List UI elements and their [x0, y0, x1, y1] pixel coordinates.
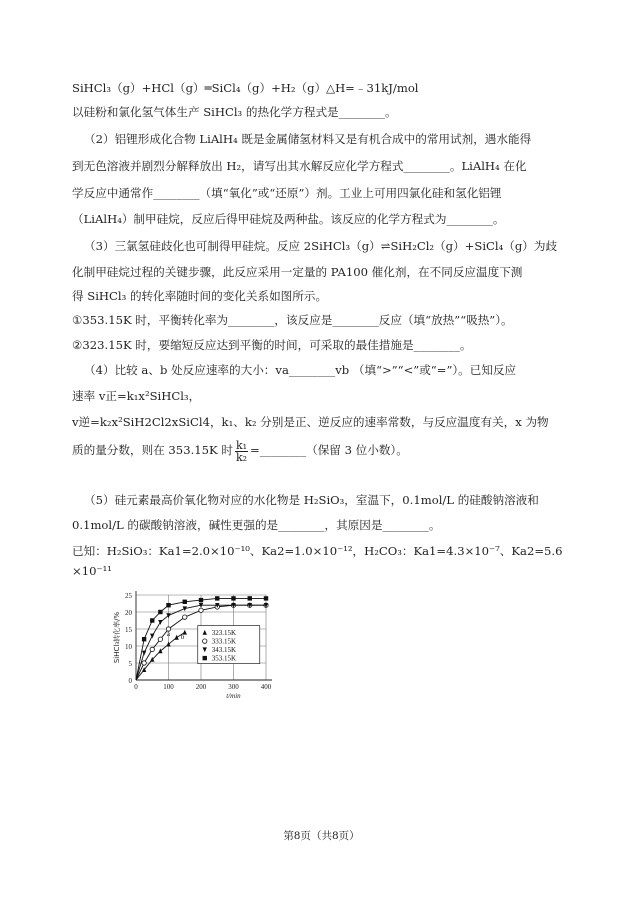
legend-marker-333.15K: [203, 639, 207, 643]
y-tick-label: 5: [128, 660, 132, 668]
x-tick-label: 300: [228, 683, 239, 691]
data-point-353.15K: [231, 596, 235, 600]
text-line-3: （2）铝锂形成化合物 LiAlH₄ 既是金属储氢材料又是有机合成中的常用试剂，遇水能得: [84, 132, 532, 146]
x-axis-label: t/min: [226, 692, 241, 700]
data-point-353.15K: [264, 596, 268, 600]
text-line-6: （LiAlH₄）制甲硅烷，反应后得甲硅烷及两种盐。该反应的化学方程式为________。: [72, 212, 505, 226]
text-line-17: 0.1mol/L 的碳酸钠溶液，碱性更强的是________，其原因是________。: [72, 518, 441, 532]
y-tick-label: 20: [125, 609, 132, 617]
text-line-18: 已知：H₂SiO₃：Ka1=2.0×10⁻¹⁰、Ka2=1.0×10⁻¹²，H₂CO₃：Ka1=4.3×10⁻⁷、Ka2=5.6: [72, 544, 563, 558]
y-tick-label: 0: [128, 677, 132, 685]
text-line-11: ②323.15K 时，要缩短反应达到平衡的时间，可采取的最佳措施是________。: [72, 338, 472, 352]
legend-label-323.15K: 323.15K: [211, 629, 237, 638]
x-tick-label: 400: [260, 683, 272, 691]
fraction-denominator: k₂: [235, 450, 248, 464]
y-tick-label: 10: [125, 643, 132, 651]
data-point-333.15K: [183, 615, 187, 619]
conversion-rate-chart: [108, 590, 278, 705]
text-line-1: SiHCl₃（g）+HCl（g）═SiCl₄（g）+H₂（g）△H=﹣31kJ/mol: [72, 81, 419, 95]
text-line-19: ×10⁻¹¹: [72, 564, 112, 578]
y-tick-label: 15: [125, 626, 132, 634]
text-line-15-end: =________（保留 3 位小数）。: [250, 443, 408, 457]
text-line-2: 以硅粉和氯化氢气体生产 SiHCl₃ 的热化学方程式是________。: [72, 105, 397, 119]
page-footer: 第8页（共8页）: [283, 830, 360, 842]
fraction-numerator: k₁: [235, 438, 248, 452]
text-line-13: 速率 v正=k₁x²SiHCl₃，: [72, 389, 201, 403]
data-point-353.15K: [166, 603, 170, 607]
text-line-7: （3）三氯氢硅歧化也可制得甲硅烷。反应 2SiHCl₃（g）⇌SiH₂Cl₂（g）+SiCl₄（g）为歧: [84, 239, 558, 253]
data-point-343.15K: [150, 634, 154, 639]
data-point-323.15K: [174, 635, 178, 640]
text-line-8: 化制甲硅烷过程的关键步骤，此反应采用一定量的 PA100 催化剂，在不同反应温度下测: [72, 265, 523, 279]
data-point-343.15K: [142, 651, 146, 656]
data-point-353.15K: [215, 596, 219, 600]
data-point-333.15K: [142, 661, 146, 665]
data-point-333.15K: [158, 637, 162, 641]
legend-label-343.15K: 343.15K: [211, 646, 237, 655]
data-point-333.15K: [199, 608, 203, 612]
annotation-a: a: [166, 629, 170, 638]
text-line-4: 到无色溶液并剧烈分解释放出 H₂，请写出其水解反应化学方程式________。LiAlH₄ 在化: [72, 159, 527, 173]
data-point-323.15K: [166, 642, 170, 647]
text-line-10: ①353.15K 时，平衡转化率为________，该反应是________反应（填“放热”“吸热”）。: [72, 313, 513, 327]
text-line-16: （5）硅元素最高价氧化物对应的水化物是 H₂SiO₃，室温下，0.1mol/L 的硅酸钠溶液和: [84, 493, 539, 507]
data-point-353.15K: [150, 618, 154, 622]
x-tick-label: 100: [163, 683, 174, 691]
text-line-15-start: 质的量分数，则在 353.15K 时: [72, 443, 233, 457]
data-point-353.15K: [183, 600, 187, 604]
data-point-353.15K: [199, 598, 203, 602]
y-tick-label: 25: [125, 592, 132, 600]
text-line-14: v逆=k₂x²SiH2Cl2xSiCl4，k₁、k₂ 分别是正、逆反应的速率常数，与反应温度有关，x 为物: [72, 415, 549, 429]
data-point-323.15K: [158, 648, 162, 653]
data-point-353.15K: [142, 637, 146, 641]
text-line-15: [72, 438, 408, 463]
y-axis-label: SiHCl₃转化率/%: [113, 611, 121, 664]
x-tick-label: 200: [195, 683, 207, 691]
annotation-b: b: [180, 633, 185, 642]
text-line-5: 学反应中通常作________（填“氧化”或“还原”）剂。工业上可用四氯化硅和氢化铝锂: [72, 186, 502, 200]
text-line-9: 得 SiHCl₃ 的转化率随时间的变化关系如图所示。: [72, 289, 328, 303]
legend-marker-353.15K: [203, 656, 207, 660]
data-point-333.15K: [150, 647, 154, 651]
x-tick-label: 0: [134, 683, 138, 691]
text-line-12: （4）比较 a、b 处反应速率的大小：va________vb （填“>”“<”或“=”）。已知反应: [84, 363, 517, 377]
data-point-353.15K: [248, 596, 252, 600]
rate-constant-fraction: [235, 440, 248, 463]
data-point-343.15K: [166, 613, 170, 618]
data-point-353.15K: [158, 610, 162, 614]
legend-label-333.15K: 333.15K: [211, 637, 237, 646]
legend-label-353.15K: 353.15K: [211, 654, 237, 663]
